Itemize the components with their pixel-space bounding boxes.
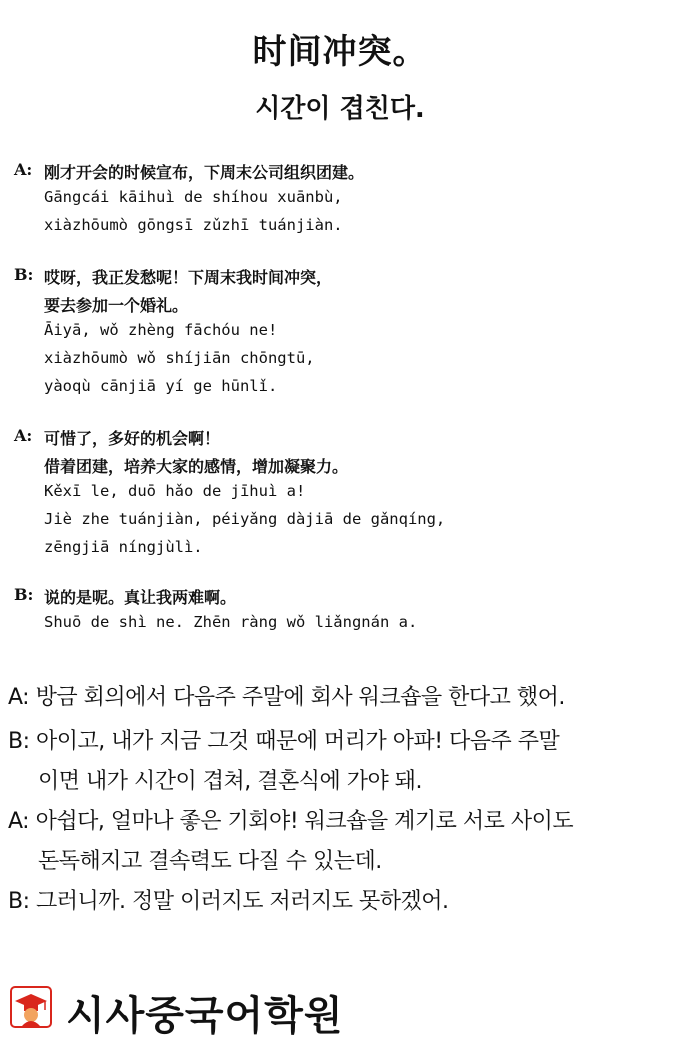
pinyin-line: Jiè zhe tuánjiàn, péiyǎng dàjiā de gǎnqíng, [44, 510, 446, 528]
speaker-label: A: [14, 160, 33, 179]
translation-line: B: 아이고, 내가 지금 그것 때문에 머리가 아파! 다음주 주말 [8, 729, 560, 754]
dialog-turn [14, 265, 674, 400]
pinyin-line: xiàzhōumò wǒ shíjiān chōngtū, [44, 349, 315, 367]
speaker-label: A: [14, 426, 33, 445]
pinyin-line: Shuō de shì ne. Zhēn ràng wǒ liǎngnán a. [44, 613, 418, 631]
dialog-turn [14, 160, 674, 240]
chinese-line: 借着团建，培养大家的感情，增加凝聚力。 [44, 457, 349, 476]
scholar-cap-logo-icon [10, 986, 52, 1028]
chinese-line: 说的是呢。真让我两难啊。 [44, 588, 237, 607]
speaker-label: B: [14, 265, 34, 284]
translation-line: B: 그러니까. 정말 이러지도 저러지도 못하겠어. [8, 889, 449, 914]
pinyin-line: Gāngcái kāihuì de shíhou xuānbù, [44, 188, 343, 206]
chinese-line: 要去参加一个婚礼。 [44, 296, 189, 315]
page-subtitle: 시간이 겹친다. [255, 94, 425, 124]
chinese-line: 哎呀，我正发愁呢！下周末我时间冲突， [44, 268, 333, 287]
translation-line: 돈독해지고 결속력도 다질 수 있는데. [38, 849, 382, 874]
pinyin-line: xiàzhōumò gōngsī zǔzhī tuánjiàn. [44, 216, 343, 234]
brand-name: 시사중국어학원 [66, 993, 344, 1039]
translation-line: 이면 내가 시간이 겹쳐, 결혼식에 가야 돼. [38, 769, 422, 794]
page-title: 时间冲突。 [252, 32, 428, 72]
pinyin-line: yàoqù cānjiā yí ge hūnlǐ. [44, 377, 278, 395]
translation-line: A: 방금 회의에서 다음주 주말에 회사 워크숍을 한다고 했어. [8, 685, 565, 710]
chinese-line: 刚才开会的时候宣布，下周末公司组织团建。 [44, 163, 365, 182]
pinyin-line: zēngjiā níngjùlì. [44, 538, 203, 556]
pinyin-line: Kěxī le, duō hǎo de jīhuì a! [44, 482, 306, 500]
dialog-turn [14, 426, 674, 561]
translation-line: A: 아쉽다, 얼마나 좋은 기회야! 워크숍을 계기로 서로 사이도 [8, 809, 574, 834]
dialog-turn [14, 585, 674, 641]
speaker-label: B: [14, 585, 34, 604]
pinyin-line: Āiyā, wǒ zhèng fāchóu ne! [44, 321, 278, 339]
chinese-line: 可惜了，多好的机会啊！ [44, 429, 221, 448]
